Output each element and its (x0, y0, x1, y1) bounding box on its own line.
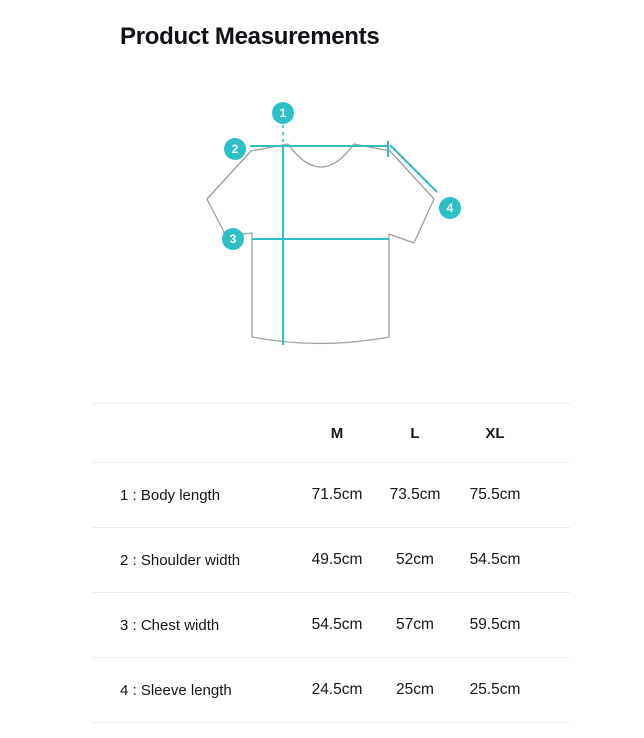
size-table (92, 403, 570, 723)
cell-value-m: 54.5cm (311, 616, 363, 633)
table-row-chest-width (92, 593, 570, 658)
row-label: 2 : Shoulder width (120, 551, 241, 569)
cell-value-m: 71.5cm (311, 486, 363, 503)
callout-3-badge: 3 (222, 228, 244, 250)
measure-line-sleeve-length (390, 145, 437, 192)
size-header-l: L (410, 424, 420, 442)
table-row-shoulder-width (92, 528, 570, 593)
callout-2-badge: 2 (224, 138, 246, 160)
cell-value-xl: 54.5cm (469, 551, 521, 568)
page-title: Product Measurements (120, 23, 380, 50)
cell-value-xl: 75.5cm (469, 486, 521, 503)
row-label: 1 : Body length (120, 486, 221, 504)
row-label: 3 : Chest width (120, 616, 220, 634)
cell-value-l: 52cm (396, 551, 434, 568)
cell-value-l: 73.5cm (389, 486, 441, 503)
callout-4-badge: 4 (439, 197, 461, 219)
table-header-row (92, 404, 570, 463)
table-row-body-length (92, 463, 570, 528)
cell-value-l: 25cm (396, 681, 434, 698)
cell-value-xl: 25.5cm (469, 681, 521, 698)
cell-value-m: 49.5cm (311, 551, 363, 568)
cell-value-m: 24.5cm (311, 681, 363, 698)
table-row-sleeve-length (92, 658, 570, 723)
cell-value-xl: 59.5cm (469, 616, 521, 633)
row-label: 4 : Sleeve length (120, 681, 232, 699)
size-header-m: M (330, 424, 344, 442)
callout-1-badge: 1 (272, 102, 294, 124)
size-header-xl: XL (485, 424, 505, 442)
cell-value-l: 57cm (396, 616, 434, 633)
